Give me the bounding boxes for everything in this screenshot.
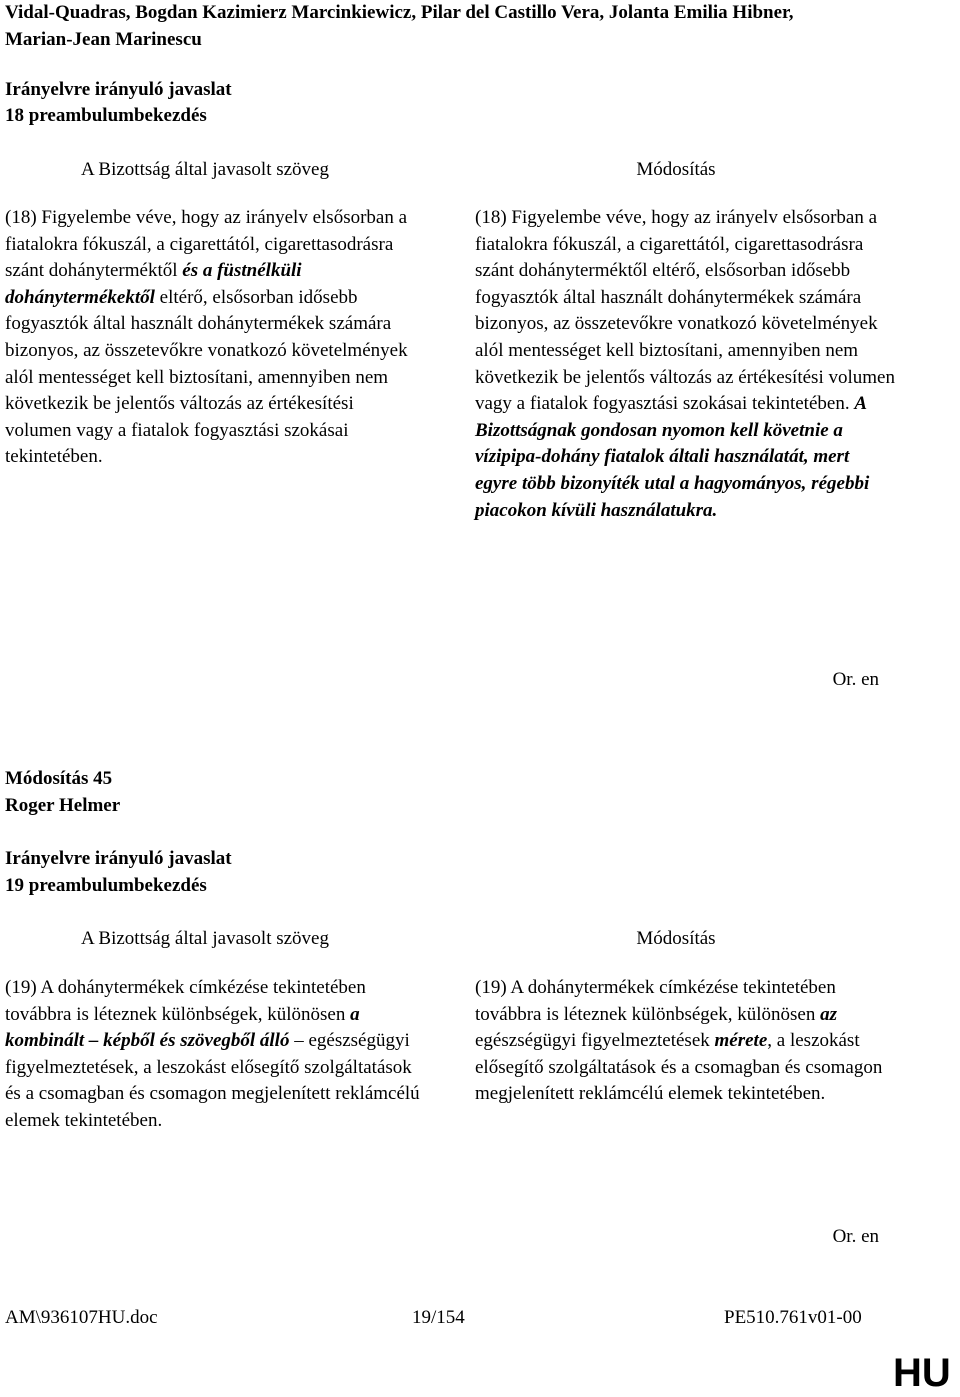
text-run: (19) A dohánytermékek címkézése tekintetében továbbra is léteznek különbségek, különösen — [475, 977, 836, 1025]
text-run: – egészségügyi figyelmeztetések, a leszokást elősegítő szolgáltatások és a csomagban és csomagon megjelenített reklámcélú elemek tekintetében. — [5, 1030, 420, 1131]
text-run: (19) A dohánytermékek címkézése tekintetében továbbra is léteznek különbségek, különösen — [5, 977, 366, 1025]
page-number: 19/154 — [412, 1307, 465, 1328]
proposal-type: Irányelvre irányuló javaslat — [5, 79, 232, 100]
added-text: mérete — [714, 1030, 768, 1052]
amendment-author: Roger Helmer — [5, 795, 121, 816]
commission-text-recital-19 — [5, 975, 425, 1135]
text-run: (18) Figyelembe véve, hogy az irányelv elsősorban a fiatalokra fókuszál, a cigarettától, cigarettasodrásra szánt dohányterméktől — [5, 207, 408, 282]
document-reference: AM\936107HU.doc — [5, 1307, 158, 1328]
recital-number: 19 preambulumbekezdés — [5, 875, 207, 896]
deleted-text: a kombinált – képből és szövegből álló — [5, 1003, 360, 1052]
pe-reference: PE510.761v01-00 — [724, 1307, 862, 1328]
deleted-text: és a füstnélküli dohánytermékektől — [5, 260, 302, 308]
authors: Vidal-Quadras, Bogdan Kazimierz Marcinkiewicz, Pilar del Castillo Vera, Jolanta Emilia Hibner, Marian-Jean Marinescu — [5, 2, 794, 50]
changed-text: az — [820, 1003, 837, 1025]
commission-text-header: A Bizottság által javasolt szöveg — [80, 159, 329, 180]
amendment-text-recital-18 — [475, 205, 895, 524]
recital-number: 18 preambulumbekezdés — [5, 105, 207, 126]
amendment-number: Módosítás 45 — [5, 768, 113, 789]
commission-text-header: A Bizottság által javasolt szöveg — [80, 928, 329, 949]
original-language: Or. en — [832, 669, 879, 690]
text-run: (18) Figyelembe véve, hogy az irányelv elsősorban a fiatalokra fókuszál, a cigarettától, cigarettasodrásra szánt dohányterméktől eltérő, elsősorban idősebb fogyasztók által használt dohánytermékek számára bizonyos, az összetevőkre vonatkozó követelmények alól mentességet kell biztosítani, amennyiben nem következik be jelentős változás az értékesítési volumen vagy a fiatalok fogyasztási szokásai tekintetében. — [475, 207, 895, 415]
text-run: egészségügyi figyelmeztetések — [475, 1030, 715, 1052]
amendment-header: Módosítás — [636, 159, 716, 180]
text-run: eltérő, elsősorban idősebb fogyasztók által használt dohánytermékek számára bizonyos, az összetevőkre vonatkozó követelmények alól mentességet kell biztosítani, amennyiben nem következik be jelentős változás az értékesítési volumen vagy a fiatalok fogyasztási szokásai tekintetében. — [5, 286, 408, 468]
commission-text-recital-18 — [5, 205, 415, 471]
added-text: A Bizottságnak gondosan nyomon kell követnie a vízipipa-dohány fiatalok általi használatát, mert egyre több bizonyíték utal a hagyományos, régebbi piacokon kívüli használatukra. — [475, 393, 870, 521]
language-code: HU — [893, 1351, 951, 1395]
text-run: , a leszokást elősegítő szolgáltatások és a csomagban és csomagon megjelenített reklámcélú elemek tekintetében. — [475, 1030, 883, 1105]
original-language: Or. en — [832, 1226, 879, 1247]
amendment-header: Módosítás — [636, 928, 716, 949]
amendment-text-recital-19 — [475, 975, 895, 1108]
proposal-type: Irányelvre irányuló javaslat — [5, 848, 232, 869]
